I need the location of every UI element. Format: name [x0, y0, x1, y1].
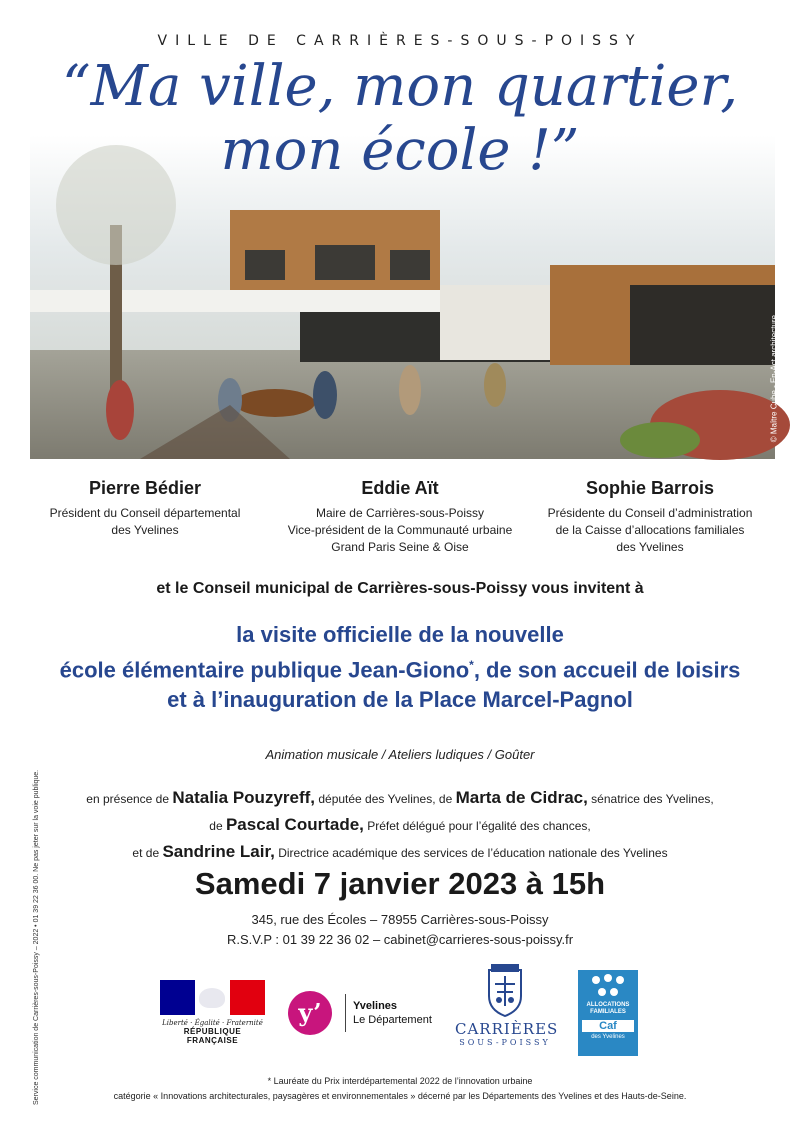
marianne-icon: [160, 980, 265, 1015]
event-title: [0, 620, 800, 715]
school-illustration: [30, 135, 775, 459]
host-role: Présidente du Conseil d’administration: [547, 506, 753, 520]
city-subname: SOUS-POISSY: [459, 1038, 551, 1047]
caf-family-icon: [588, 974, 628, 1002]
host-role: des Yvelines: [616, 540, 684, 554]
text: de: [209, 819, 226, 833]
event-line-2-a: école élémentaire publique Jean-Giono: [59, 657, 470, 683]
host-name: Eddie Aït: [361, 478, 439, 498]
yvelines-dept: Le Département: [353, 1014, 432, 1026]
carrieres-logo: [455, 962, 559, 1057]
event-address: [0, 910, 800, 950]
event-line-2: [0, 650, 800, 685]
yvelines-mark-icon: [285, 988, 340, 1038]
host-barrois: [530, 475, 770, 556]
partner-logos: [0, 960, 800, 1060]
guest-name: Pascal Courtade,: [225, 815, 364, 834]
text: en présence de: [86, 792, 173, 806]
caf-allocations: ALLOCATIONS FAMILIALES: [586, 1002, 630, 1015]
city-name: CARRIÈRES: [455, 1020, 559, 1038]
activities: Animation musicale / Ateliers ludiques / Goûter: [265, 747, 535, 762]
host-role: des Yvelines: [111, 523, 179, 537]
rf-motto: Liberté · Égalité · Fraternité: [162, 1019, 263, 1027]
event-line-1: la visite officielle de la nouvelle: [236, 622, 564, 647]
host-role: Président du Conseil départemental: [49, 506, 241, 520]
guest-name: Sandrine Lair,: [162, 842, 275, 861]
host-bedier: [30, 475, 260, 539]
guest-line: [30, 785, 770, 812]
text: Préfet délégué pour l’égalité des chances,: [363, 819, 591, 833]
republique-francaise-logo: [160, 980, 265, 1050]
main-title: [0, 55, 800, 183]
city-crest-icon: [483, 962, 527, 1018]
footnote: [0, 1074, 800, 1104]
caf-yvelines: des Yvelines: [591, 1034, 625, 1040]
host-role: Vice-président de la Communauté urbaine: [287, 523, 513, 537]
host-ait: [275, 475, 525, 556]
rf-name: RÉPUBLIQUE FRANÇAISE: [183, 1027, 242, 1045]
title-line-1: “Ma ville, mon quartier,: [62, 54, 738, 119]
yvelines-logo: [285, 988, 435, 1038]
text: députée des Yvelines, de: [315, 792, 456, 806]
caf-logo: [578, 970, 638, 1056]
photo-credit: © Maître Cube - En-Act architecture: [769, 315, 778, 443]
caf-wordmark: Caf: [582, 1020, 634, 1032]
guest-name: Marta de Cidrac,: [455, 788, 588, 807]
footnote-line-2: catégorie « Innovations architecturales, paysagères et environnementales » décerné par les Départements des Yvelines et des Hauts-de-Seine.: [113, 1091, 687, 1101]
host-role: Grand Paris Seine & Oise: [331, 540, 469, 554]
host-role: de la Caisse d’allocations familiales: [555, 523, 745, 537]
event-line-3: et à l’inauguration de la Place Marcel-Pagnol: [167, 687, 633, 713]
host-role: Maire de Carrières-sous-Poissy: [315, 506, 485, 520]
guest-name: Natalia Pouzyreff,: [172, 788, 316, 807]
invite-text: et le Conseil municipal de Carrières-sous-Poissy vous invitent à: [156, 580, 644, 597]
text: Directrice académique des services de l’éducation nationale des Yvelines: [274, 846, 668, 860]
footnote-mark: *: [469, 658, 474, 672]
text: sénatrice des Yvelines,: [587, 792, 714, 806]
host-name: Pierre Bédier: [88, 478, 202, 498]
legal-mention: Service communication de Carrières-sous-Poissy – 2022 • 01 39 22 36 00. Ne pas jeter sur la voie publique.: [33, 769, 40, 1105]
host-name: Sophie Barrois: [585, 478, 715, 498]
school-photo: [30, 135, 778, 459]
text: et de: [132, 846, 163, 860]
city-heading: VILLE DE CARRIÈRES-SOUS-POISSY: [157, 33, 643, 49]
rsvp-line: R.S.V.P : 01 39 22 36 02 – cabinet@carrieres-sous-poissy.fr: [226, 932, 574, 947]
title-line-2: mon école !”: [220, 118, 580, 183]
guest-line: [30, 839, 770, 866]
yvelines-name: Yvelines: [353, 1000, 398, 1012]
event-line-2-b: , de son accueil de loisirs: [473, 657, 741, 683]
guest-line: [30, 812, 770, 839]
event-date: Samedi 7 janvier 2023 à 15h: [194, 866, 606, 901]
yvelines-mark: y’: [298, 998, 322, 1027]
footnote-line-1: * Lauréate du Prix interdépartemental 2022 de l’innovation urbaine: [267, 1076, 533, 1086]
address-line: 345, rue des Écoles – 78955 Carrières-sous-Poissy: [251, 912, 549, 927]
guests: [30, 785, 770, 866]
